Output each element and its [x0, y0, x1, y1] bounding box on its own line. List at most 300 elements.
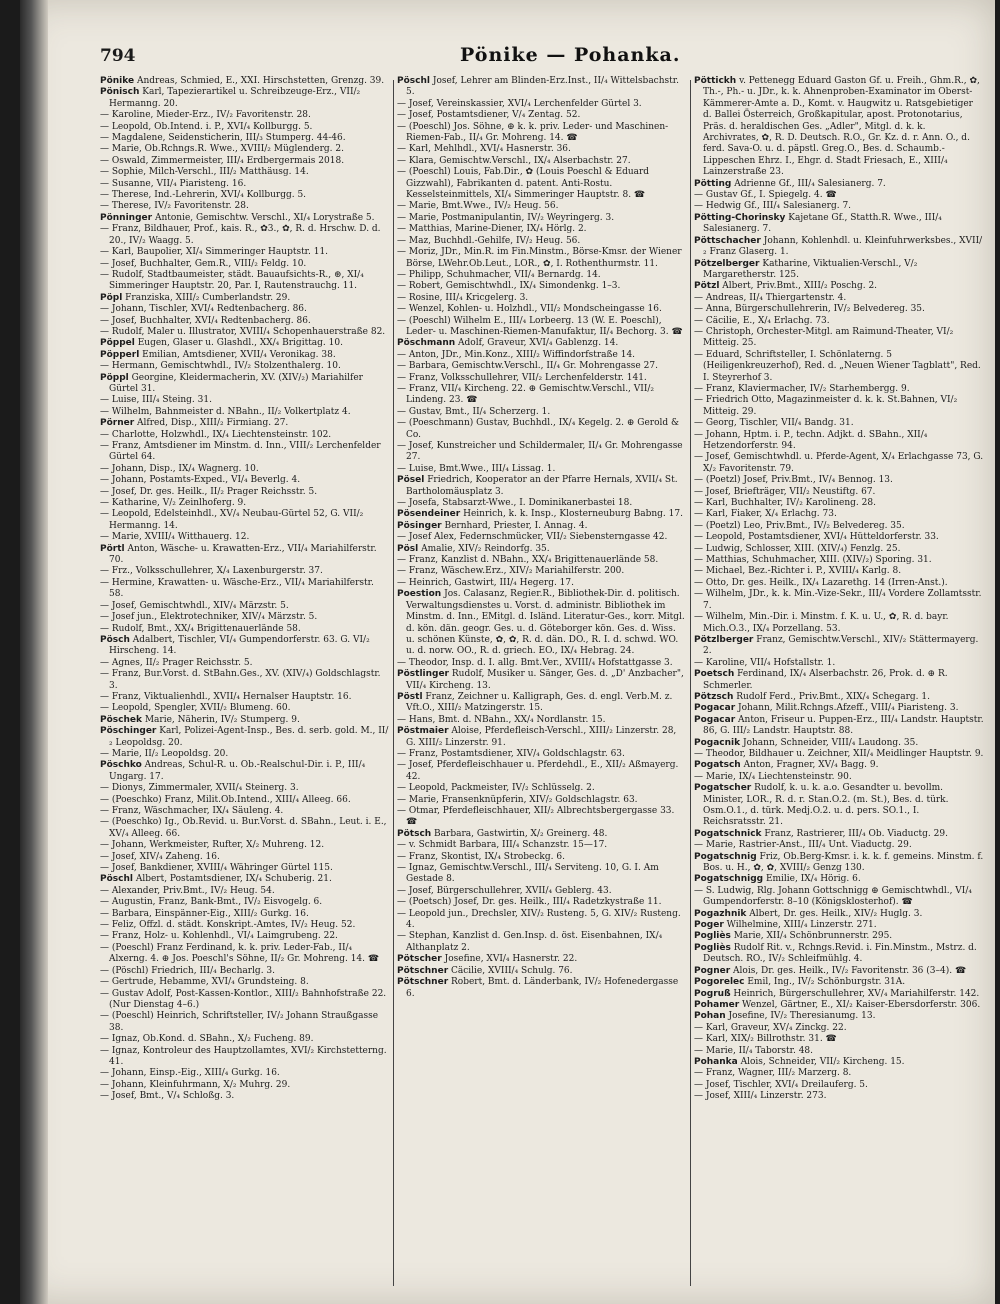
entry-text: — Franz, Klaviermacher, IV/₂ Starhembergg. 9.: [694, 383, 910, 394]
entry-text: — Marie, Rastrier-Anst., III/₄ Unt. Viaductg. 29.: [694, 840, 912, 851]
entry-surname: Pöschl: [397, 76, 430, 86]
entry-text: — S. Ludwig, Rlg. Johann Gottschnigg ⊕ Gemischtwhdl., VI/₄ Gumpendorferstr. 8–10 (Königsklosterhof). ☎: [694, 885, 972, 908]
directory-entry: [397, 316, 687, 339]
entry-text: Friz, Ob.Berg-Kmsr. i. k. k. f. gemeins. Minstm. f. Bos. u. H., ✿, ✿, XVIII/₂ Genzg 130.: [703, 851, 984, 874]
directory-entry: [694, 259, 984, 282]
entry-text: Anton, Fragner, XV/₄ Bagg. 9.: [740, 760, 879, 771]
entry-text: — Katharine, V/₂ Zeinlhoferg. 9.: [100, 498, 247, 509]
directory-entry: [397, 897, 687, 908]
directory-entry: [397, 498, 687, 509]
entry-text: — Rudolf, Stadtbaumeister, städt. Bauaufsichts-R., ⊛, XI/₄ Simmeringer Hauptstr. 20, Par. I, Rautenstrauchg. 11.: [100, 269, 364, 292]
entry-text: — Josef, Bankdiener, XVIII/₄ Währinger Gürtel 115.: [100, 863, 333, 874]
entry-text: Adalbert, Tischler, VI/₄ Gumpendorferstr. 63. G. VI/₂ Hirscheng. 14.: [109, 634, 370, 657]
entry-surname: Pöttickh: [694, 76, 737, 86]
directory-entry: [694, 395, 984, 418]
entry-text: — Josef, Gemischtwhdl. u. Pferde-Agent, X/₄ Erlachgasse 73, G. X/₂ Favoritenstr. 79.: [694, 452, 984, 474]
entry-surname: Pogacar: [694, 703, 736, 714]
entry-text: Wilhelmine, XIII/₄ Linzerstr. 271.: [723, 920, 877, 931]
entry-surname: Pötting-Chorinsky: [694, 212, 786, 223]
directory-entry: [397, 966, 687, 977]
directory-entry: [397, 384, 687, 407]
directory-entry: [694, 669, 984, 692]
entry-text: — Johann, Tischler, XVI/₄ Redtenbacherg. 86.: [100, 304, 307, 315]
entry-text: — (Poetzl) Josef, Priv.Bmt., IV/₄ Bennog. 13.: [694, 475, 893, 486]
entry-text: — Franz, Viktualienhdl., XVII/₄ Hernalser Hauptstr. 16.: [100, 691, 352, 702]
directory-entry: [100, 373, 390, 396]
entry-text: — Eduard, Schriftsteller, I. Schönlaterng. 5 (Heiligenkreuzerhof), Red. d. „Neuen Wiener Tagblatt", Red. I. Steyrerhof 3.: [694, 349, 981, 383]
directory-entry: [100, 304, 390, 315]
directory-entry: [694, 783, 984, 829]
directory-entry: [397, 852, 687, 863]
directory-entry: [100, 977, 390, 988]
entry-surname: Pötzlberger: [694, 634, 754, 645]
entry-text: — Franz, Holz- u. Kohlenhdl., VI/₄ Laimgrubeng. 22.: [100, 931, 338, 942]
entry-text: — Johann, Einsp.-Eig., XIII/₄ Gurkg. 16.: [100, 1068, 280, 1079]
entry-surname: Pohanka: [694, 1056, 738, 1067]
entry-text: — Oswald, Zimmermeister, III/₄ Erdbergermais 2018.: [100, 155, 345, 166]
directory-entry: [100, 1011, 390, 1034]
entry-text: — Therese, Ind.-Lehrerin, XVI/₄ Kollburgg. 5.: [100, 190, 307, 201]
entry-text: — Wenzel, Kohlen- u. Holzhdl., VII/₂ Mondscheingasse 16.: [397, 304, 662, 315]
entry-text: Josefine, IV/₂ Theresianumg. 13.: [725, 1011, 876, 1022]
entry-surname: Pötzelberger: [694, 258, 760, 269]
entry-text: — Marie, II/₄ Taborstr. 48.: [694, 1045, 814, 1056]
directory-entry: [100, 475, 390, 486]
directory-entry: [694, 749, 984, 760]
column-2: [397, 76, 687, 1292]
entry-text: — Anna, Bürgerschullehrerin, IV/₂ Belvedereg. 35.: [694, 304, 925, 315]
entry-text: Wenzel, Gärtner, E., XI/₂ Kaiser-Ebersdorferstr. 306.: [739, 999, 981, 1010]
entry-text: — Franz, Wagner, III/₂ Marzerg. 8.: [694, 1068, 852, 1079]
entry-text: — Josef, Buchhalter, XVI/₄ Redtenbacherg. 86.: [100, 315, 311, 326]
entry-text: — (Poetsch) Josef, Dr. ges. Heilk., III/₄ Radetzkystraße 11.: [397, 897, 662, 908]
entry-text: — (Poeschl) Franz Ferdinand, k. k. priv. Leder-Fab., II/₄ Alxerng. 4. ⊕ Jos. Poeschl's Söhne, II/₂ Gr. Mohreng. 14. ☎: [100, 942, 380, 965]
entry-text: Heinrich, k. k. Insp., Klosterneuburg Babng. 17.: [460, 509, 683, 520]
directory-entry: [397, 361, 687, 372]
directory-entry: [100, 167, 390, 178]
directory-entry: [694, 544, 984, 555]
entry-text: Heinrich, Bürgerschullehrer, XV/₄ Mariahilferstr. 142.: [730, 988, 980, 999]
entry-text: — Friedrich Otto, Magazinmeister d. k. k. St.Bahnen, VI/₂ Mitteig. 29.: [694, 395, 958, 417]
entry-text: — Josef, Bürgerschullehrer, XVII/₄ Geblerg. 43.: [397, 885, 612, 896]
entry-text: — Josef, Gemischtwhdl., XIV/₄ Märzstr. 5.: [100, 600, 289, 611]
directory-entry: [694, 943, 984, 966]
entry-text: Johann, Kohlenhdl. u. Kleinfuhrwerksbes., XVII/₂ Franz Glaserg. 1.: [703, 235, 983, 258]
entry-text: — Anton, JDr., Min.Konz., XIII/₂ Wiffindorfstraße 14.: [397, 349, 636, 360]
entry-text: — (Poeschko) Ig., Ob.Revid. u. Bur.Vorst. d. SBahn., Leut. i. E., XV/₄ Alleeg. 66.: [100, 817, 387, 839]
entry-text: — Leopold, Spengler, XVII/₂ Blumeng. 60.: [100, 703, 291, 714]
directory-entry: [694, 1091, 984, 1102]
entry-surname: Pogatscher: [694, 783, 752, 794]
entry-text: — Marie, II/₂ Leopoldsg. 20.: [100, 748, 229, 759]
directory-entry: [397, 555, 687, 566]
directory-entry: [397, 749, 687, 760]
directory-entry: [100, 201, 390, 212]
directory-entry: [397, 201, 687, 212]
entry-text: — Franz, Volksschullehrer, VII/₂ Lerchenfelderstr. 141.: [397, 372, 647, 383]
entry-text: Anton, Friseur u. Puppen-Erz., III/₄ Landstr. Hauptstr. 86, G. III/₂ Landstr. Hauptstr. 88.: [703, 714, 984, 737]
directory-entry: [694, 852, 984, 875]
entry-surname: Pogorelec: [694, 977, 745, 988]
directory-entry: [100, 316, 390, 327]
entry-surname: Pogatschnig: [694, 851, 757, 862]
directory-entry: [397, 144, 687, 155]
directory-entry: [694, 487, 984, 498]
directory-entry: [100, 1068, 390, 1079]
directory-entry: [694, 555, 984, 566]
entry-surname: Pörtl: [100, 543, 125, 554]
directory-entry: [397, 783, 687, 794]
directory-entry: [100, 395, 390, 406]
entry-text: — Wilhelm, Min.-Dir. i. Minstm. f. K. u. U., ✿, R. d. bayr. Mich.O.3., IX/₄ Porzellang. 53.: [694, 612, 949, 634]
directory-entry: [397, 247, 687, 270]
directory-entry: [100, 795, 390, 806]
entry-text: — Gustav Gf., I. Spiegelg. 4. ☎: [694, 190, 837, 201]
directory-entry: [694, 738, 984, 749]
entry-text: Rudolf Rit. v., Rchngs.Revid. i. Fin.Minstm., Mstrz. d. Deutsch. RO., IV/₂ Schleifmühlg. 4.: [703, 942, 977, 965]
entry-text: Aloise, Pferdefleisch-Verschl., XIII/₂ Linzerstr. 28, G. XIII/₂ Linzerstr. 91.: [406, 726, 677, 748]
entry-text: — Leopold, Edelsteinhdl., XV/₄ Neubau-Gürtel 52, G. VII/₂ Hermanng. 14.: [100, 509, 364, 531]
directory-entry: [100, 920, 390, 931]
directory-entry: [694, 829, 984, 840]
entry-text: Albert, Priv.Bmt., XIII/₂ Poschg. 2.: [719, 281, 878, 292]
directory-entry: [397, 213, 687, 224]
directory-entry: [694, 589, 984, 612]
entry-text: — Josef, Pferdefleischhauer u. Pferdehdl., E., XII/₂ Aßmayerg. 42.: [397, 760, 679, 782]
entry-text: — Philipp, Schuhmacher, VII/₄ Bernardg. 14.: [397, 269, 601, 280]
entry-text: — Rudolf, Maler u. Illustrator, XVIII/₄ Schopenhauerstraße 82.: [100, 326, 386, 337]
directory-entry: [694, 213, 984, 236]
entry-text: — Johann, Postamts-Exped., VI/₄ Beverlg. 4.: [100, 475, 301, 486]
directory-entry: [397, 795, 687, 806]
directory-entry: [397, 350, 687, 361]
entry-text: — Sophie, Milch-Verschl., III/₂ Matthäusg. 14.: [100, 167, 309, 178]
directory-entry: [100, 179, 390, 190]
directory-entry: [397, 441, 687, 464]
entry-text: — Marie, Postmanipulantin, IV/₂ Weyringerg. 3.: [397, 212, 615, 223]
entry-text: — Frz., Volksschullehrer, X/₄ Laxenburgerstr. 37.: [100, 566, 323, 577]
entry-surname: Pöppel: [100, 338, 135, 349]
directory-entry: [100, 886, 390, 897]
directory-entry: [397, 760, 687, 783]
directory-entry: [100, 635, 390, 658]
directory-entry: [694, 635, 984, 658]
directory-entry: [694, 316, 984, 327]
entry-text: — Hermine, Krawatten- u. Wäsche-Erz., VII/₄ Mariahilferstr. 58.: [100, 577, 374, 600]
directory-entry: [100, 1080, 390, 1091]
entry-text: — Agnes, II/₂ Prager Reichsstr. 5.: [100, 657, 253, 668]
entry-text: — Luise, Bmt.Wwe., III/₄ Lissag. 1.: [397, 463, 556, 474]
directory-entry: [397, 509, 687, 520]
directory-entry: [100, 1091, 390, 1102]
entry-surname: Pöstlinger: [397, 669, 450, 680]
directory-entry: [100, 692, 390, 703]
entry-surname: Pönisch: [100, 87, 140, 98]
entry-text: — Johann, Disp., IX/₄ Wagnerg. 10.: [100, 463, 259, 474]
directory-entry: [100, 852, 390, 863]
directory-entry: [397, 521, 687, 532]
entry-surname: Poestion: [397, 589, 442, 600]
entry-surname: Pötzsch: [694, 691, 734, 702]
entry-text: — Charlotte, Holzwhdl., IX/₄ Liechtensteinstr. 102.: [100, 429, 332, 440]
directory-page: [20, 0, 995, 1304]
directory-entry: [397, 931, 687, 954]
entry-text: — Matthias, Schuhmacher, XIII. (XIV/₂) Sporing. 31.: [694, 555, 932, 566]
entry-surname: Pötschner: [397, 965, 449, 976]
directory-entry: [100, 601, 390, 612]
directory-entry: [694, 1023, 984, 1034]
entry-text: — Alexander, Priv.Bmt., IV/₂ Heug. 54.: [100, 885, 275, 896]
entry-text: — Marie, Bmt.Wwe., IV/₂ Heug. 56.: [397, 201, 559, 212]
directory-entry: [100, 133, 390, 144]
directory-entry: [397, 236, 687, 247]
directory-entry: [100, 989, 390, 1012]
entry-text: — (Pöschl) Friedrich, III/₄ Becharlg. 3.: [100, 965, 275, 976]
directory-entry: [694, 498, 984, 509]
directory-entry: [100, 441, 390, 464]
entry-surname: Pohamer: [694, 999, 740, 1010]
directory-entry: [397, 167, 687, 201]
directory-entry: [100, 122, 390, 133]
entry-surname: Pösl: [397, 543, 419, 554]
directory-entry: [694, 452, 984, 475]
entry-text: — Karl, Baupolier, XI/₄ Simmeringer Hauptstr. 11.: [100, 247, 329, 258]
entry-text: — Ludwig, Schlosser, XIII. (XIV/₄) Fenzlg. 25.: [694, 543, 901, 554]
directory-entry: [397, 224, 687, 235]
directory-entry: [100, 293, 390, 304]
entry-surname: Pösendeiner: [397, 509, 461, 520]
entry-text: — Josef, Vereinskassier, XVI/₄ Lerchenfelder Gürtel 3.: [397, 98, 642, 109]
directory-entry: [694, 692, 984, 703]
directory-entry: [100, 817, 390, 840]
directory-entry: [100, 1034, 390, 1045]
entry-text: — Leopold jun., Drechsler, XIV/₂ Rusteng. 5, G. XIV/₂ Rusteng. 4.: [397, 908, 681, 931]
directory-entry: [694, 430, 984, 453]
entry-surname: Pöstmaier: [397, 726, 449, 737]
entry-text: — Barbara, Einspänner-Eig., XIII/₂ Gurkg. 16.: [100, 908, 309, 919]
entry-text: Kajetane Gf., Statth.R. Wwe., III/₄ Salesianerg. 7.: [703, 212, 942, 235]
column-1: [100, 76, 390, 1292]
directory-entry: [694, 715, 984, 738]
entry-text: — Luise, III/₄ Steing. 31.: [100, 395, 212, 406]
directory-entry: [694, 304, 984, 315]
directory-entry: [397, 954, 687, 965]
entry-text: Bernhard, Priester, I. Annag. 4.: [441, 520, 588, 531]
entry-text: Amalie, XIV/₂ Reindorfg. 35.: [418, 543, 550, 554]
entry-text: — Karoline, Mieder-Erz., IV/₂ Favoritenstr. 28.: [100, 110, 311, 121]
directory-entry: [694, 327, 984, 350]
directory-entry: [694, 578, 984, 589]
entry-surname: Pöppl: [100, 372, 129, 383]
directory-entry: [397, 829, 687, 840]
entry-surname: Pogacar: [694, 714, 736, 725]
entry-text: Franz, Rastrierer, III/₄ Ob. Viaductg. 29.: [761, 828, 948, 839]
entry-text: — Leopold, Postamtsdiener, XVI/₄ Hütteldorferstr. 33.: [694, 532, 939, 543]
entry-text: Rudolf, k. u. k. a.o. Gesandter u. bevollm. Minister, LOR., R. d. r. Stan.O.2. (m. St.), Bes. d. türk. Osm.O.1., d. türk. Medj.O.2. u. d. pers. SO.1., I. Reichsratsstr. 21.: [703, 783, 949, 828]
entry-surname: Pösch: [100, 634, 130, 645]
entry-text: — Feliz, Offzl. d. städt. Konskript.-Amtes, IV/₂ Heug. 52.: [100, 920, 356, 931]
directory-entry: [397, 909, 687, 932]
column-divider: [690, 80, 691, 1286]
entry-text: — Heinrich, Gastwirt, III/₄ Hegerg. 17.: [397, 577, 574, 588]
running-head: Pönike — Pohanka.: [460, 44, 681, 66]
directory-entry: [694, 236, 984, 259]
directory-entry: [397, 122, 687, 145]
directory-entry: [100, 464, 390, 475]
directory-entry: [694, 293, 984, 304]
entry-text: — (Poeschmann) Gustav, Buchhdl., IX/₄ Kegelg. 2. ⊕ Gerold & Co.: [397, 418, 680, 440]
entry-text: — Josef, Postamtsdiener, V/₄ Zentag. 52.: [397, 110, 581, 121]
entry-surname: Pötting: [694, 178, 732, 189]
entry-text: — Franz, Kanzlist d. NBahn., XX/₄ Brigittenauerlände 58.: [397, 555, 659, 566]
entry-text: Albert, Dr. ges. Heilk., XIV/₂ Huglg. 3.: [746, 908, 923, 919]
entry-surname: Pogliès: [694, 931, 731, 942]
directory-entry: [100, 943, 390, 966]
directory-entry: [100, 532, 390, 543]
entry-text: — Hans, Bmt. d. NBahn., XX/₄ Nordlanstr. 15.: [397, 714, 606, 725]
directory-entry: [397, 281, 687, 292]
directory-entry: [397, 806, 687, 829]
entry-text: — (Poeschko) Franz, Milit.Ob.Intend., XIII/₄ Alleeg. 66.: [100, 794, 351, 805]
directory-entry: [100, 76, 390, 87]
directory-entry: [397, 407, 687, 418]
directory-entry: [694, 703, 984, 714]
entry-text: — Dionys, Zimmermaler, XVII/₄ Steinerg. 3.: [100, 783, 299, 794]
directory-entry: [100, 247, 390, 258]
directory-entry: [100, 874, 390, 885]
entry-text: Marie, Näherin, IV/₂ Stumperg. 9.: [141, 714, 300, 725]
directory-entry: [397, 304, 687, 315]
entry-text: Andreas, Schul-R. u. Ob.-Realschul-Dir. i. P., III/₄ Ungarg. 17.: [109, 760, 366, 782]
directory-entry: [397, 464, 687, 475]
directory-entry: [397, 110, 687, 121]
directory-entry: [397, 293, 687, 304]
directory-entry: [694, 179, 984, 190]
directory-entry: [397, 669, 687, 692]
directory-entry: [100, 726, 390, 749]
directory-entry: [397, 578, 687, 589]
directory-entry: [100, 840, 390, 851]
directory-entry: [100, 760, 390, 783]
entry-text: — Otmar, Pferdefleischhauer, XII/₂ Albrechtsbergergasse 33. ☎: [397, 806, 675, 828]
directory-entry: [694, 840, 984, 851]
directory-entry: [397, 270, 687, 281]
entry-text: — Augustin, Franz, Bank-Bmt., IV/₂ Eisvogelg. 6.: [100, 897, 323, 908]
entry-surname: Pösinger: [397, 520, 442, 531]
entry-text: Cäcilie, XVIII/₄ Schulg. 76.: [448, 965, 573, 976]
entry-text: Karl, Polizei-Agent-Insp., Bes. d. serb. gold. M., II/₂ Leopoldsg. 20.: [109, 726, 389, 748]
entry-surname: Pogatschnigg: [694, 874, 764, 885]
entry-text: — Georg, Tischler, VII/₄ Bandg. 31.: [694, 418, 854, 429]
entry-text: Andreas, Schmied, E., XXI. Hirschstetten, Grenzg. 39.: [134, 76, 385, 86]
entry-text: — Marie, XVIII/₄ Witthauerg. 12.: [100, 532, 250, 543]
directory-entry: [397, 715, 687, 726]
entry-text: — Ignaz, Ob.Kond. d. SBahn., X/₂ Fucheng. 89.: [100, 1034, 314, 1045]
entry-text: — Marie, IX/₄ Liechtensteinstr. 90.: [694, 771, 852, 782]
directory-entry: [694, 418, 984, 429]
directory-entry: [100, 418, 390, 429]
entry-surname: Pohan: [694, 1011, 726, 1022]
entry-text: Friedrich, Kooperator an der Pfarre Hernals, XVII/₄ St. Bartholomäusplatz 3.: [406, 475, 678, 497]
entry-text: — Karl, XIX/₂ Billrothstr. 31. ☎: [694, 1034, 837, 1045]
entry-text: — Susanne, VII/₄ Piaristeng. 16.: [100, 178, 247, 189]
directory-entry: [100, 407, 390, 418]
entry-text: — Gustav, Bmt., II/₄ Scherzerg. 1.: [397, 406, 551, 417]
entry-text: Adolf, Graveur, XVI/₄ Gablenzg. 14.: [455, 338, 619, 349]
directory-entry: [694, 281, 984, 292]
directory-entry: [100, 430, 390, 441]
directory-entry: [100, 259, 390, 270]
entry-text: — Moriz, JDr., Min.R. im Fin.Minstm., Börse-Kmsr. der Wiener Börse, LWehr.Ob.Leut., LOR., ✿, I. Rothenthurmstr. 11.: [397, 247, 682, 269]
entry-text: Josefine, XVI/₄ Hasnerstr. 22.: [441, 954, 578, 965]
entry-text: — Hermann, Gemischtwhdl., IV/₂ Stolzenthalerg. 10.: [100, 361, 341, 372]
entry-text: — (Poetzl) Leo, Priv.Bmt., IV/₂ Belvedereg. 35.: [694, 520, 905, 531]
entry-text: Emilian, Amtsdiener, XVII/₄ Veronikag. 38.: [139, 349, 336, 360]
entry-text: — Marie, Fransenknüpferin, XIV/₂ Goldschlagstr. 63.: [397, 794, 638, 805]
directory-entry: [694, 874, 984, 885]
directory-entry: [694, 1046, 984, 1057]
entry-text: — Barbara, Gemischtw.Verschl., II/₄ Gr. Mohrengasse 27.: [397, 361, 658, 372]
directory-entry: [694, 886, 984, 909]
entry-text: — (Poeschl) Louis, Fab.Dir., ✿ (Louis Poeschl & Eduard Gizzwahl), Fabrikanten d. patent. Anti-Rostu. Kesselsteinmittels, XI/₄ Simmeringer Hauptstr. 8. ☎: [397, 167, 650, 201]
directory-entry: [100, 350, 390, 361]
entry-text: — Magdalene, Seidensticherin, III/₃ Stumperg. 44-46.: [100, 133, 346, 144]
entry-surname: Pöschko: [100, 760, 142, 771]
directory-entry: [100, 1046, 390, 1069]
directory-entry: [694, 521, 984, 532]
directory-entry: [397, 544, 687, 555]
directory-entry: [100, 190, 390, 201]
entry-text: — Wilhelm, JDr., k. k. Min.-Vize-Sekr., III/₄ Vordere Zollamtsstr. 7.: [694, 589, 982, 611]
directory-entry: [100, 156, 390, 167]
directory-entry: [694, 760, 984, 771]
entry-text: — Josefa, Stabsarzt-Wwe., I. Dominikanerbastei 18.: [397, 498, 633, 509]
entry-text: — Johann, Werkmeister, Rufter, X/₂ Muhreng. 12.: [100, 840, 325, 851]
directory-entry: [694, 658, 984, 669]
directory-entry: [397, 76, 687, 99]
entry-text: — Josef, Dr. ges. Heilk., II/₂ Prager Reichsstr. 5.: [100, 486, 318, 497]
entry-text: — Josef, Buchhalter, Gem.R., VIII/₂ Feldg. 10.: [100, 258, 307, 269]
directory-entry: [397, 373, 687, 384]
directory-entry: [694, 509, 984, 520]
directory-entry: [694, 920, 984, 931]
directory-entry: [100, 509, 390, 532]
entry-text: — Stephan, Kanzlist d. Gen.Insp. d. öst. Eisenbahnen, IX/₄ Althanplatz 2.: [397, 931, 663, 953]
directory-entry: [100, 361, 390, 372]
entry-text: — Marie, Ob.Rchngs.R. Wwe., XVIII/₂ Müglenderg. 2.: [100, 144, 344, 155]
entry-surname: Pogazhnik: [694, 908, 747, 919]
entry-text: v. Pettenegg Eduard Gaston Gf. u. Freih., Ghm.R., ✿, Th.-, Ph.- u. JDr., k. k. Ahnenproben-Examinator im Oberst-Kämmerer-Amte a. D., Komt. v. Haugwitz u. Ratsgebietiger d. Ballei Österreich, Großkapitular, apost. Protonotarius, Präs. d. heraldischen Ges. „Adler", Mitgl. d. k. k. Archivrates, ✿, R. D. Deutsch. R.O., Gr. Kz. d. r. Ann. O., d. ferd. Sava-O. u. d. päpstl. Greg.O., Bes. d. Schaumb.-Lippeschen Ehrz. I., Ehgr. d. Stadt Friesach, E., XIII/₄ Lainzerstraße 23.: [703, 76, 980, 178]
entry-text: — Leopold, Packmeister, IV/₂ Schlüsselg. 2.: [397, 783, 595, 794]
entry-surname: Pöpperl: [100, 349, 140, 360]
entry-text: — Johann, Kleinfuhrmann, X/₂ Muhrg. 29.: [100, 1079, 291, 1090]
entry-text: — Hedwig Gf., III/₄ Salesianerg. 7.: [694, 201, 852, 212]
entry-text: Jos. Calasanz, Regier.R., Bibliothek-Dir. d. politisch. Verwaltungsdienstes u. Vorst. d. administr. Bibliothek im Minstm. d. Inn., EMitgl. d. Isländ. Literatur-Ges., korr. Mitgl. d. kön. dän. geogr. Ges. u. d. Göteborger kön. Ges. d. Wiss. u. schönen Künste, ✿, ✿, R. d. dän. DO., R. I. d. schwd. WO. u. d. norw. OO., R. d. griech. EO., IX/₄ Hebrag. 24.: [406, 589, 685, 657]
directory-entry: [100, 931, 390, 942]
directory-entry: [694, 350, 984, 384]
directory-entry: [100, 566, 390, 577]
entry-text: Georgine, Kleidermacherin, XV. (XIV/₂) Mariahilfer Gürtel 31.: [109, 372, 363, 394]
entry-surname: Pöschinger: [100, 726, 157, 737]
book-gutter: [20, 0, 48, 1304]
directory-entry: [100, 897, 390, 908]
directory-entry: [397, 692, 687, 715]
entry-text: Johann, Milit.Rchngs.Afzeff., VIII/₄ Piaristeng. 3.: [735, 703, 959, 714]
directory-entry: [694, 1000, 984, 1011]
entry-text: — Karoline, VII/₄ Hofstallstr. 1.: [694, 657, 836, 668]
directory-entry: [397, 658, 687, 669]
directory-entry: [100, 87, 390, 110]
